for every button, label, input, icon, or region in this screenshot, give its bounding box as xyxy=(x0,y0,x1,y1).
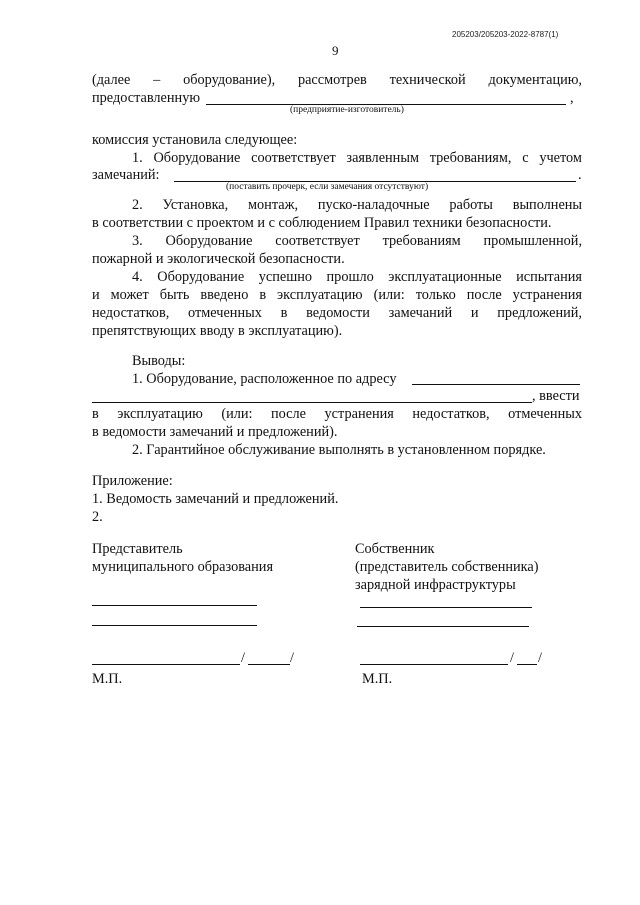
commission-heading: комиссия установила следующее: xyxy=(92,132,298,148)
right-signatory-title-1: Собственник xyxy=(355,541,435,557)
item1-remarks-end: . xyxy=(578,167,582,183)
left-slash-2: / xyxy=(290,650,294,666)
document-id: 205203/205203-2022-8787(1) xyxy=(452,30,559,39)
remarks-note: (поставить прочерк, если замечания отсутствуют) xyxy=(226,182,429,192)
item1-line-1: 1. Оборудование соответствует заявленным требованиям, с учетом xyxy=(132,150,582,166)
right-signature-line-2 xyxy=(357,626,529,627)
left-date-line xyxy=(248,664,290,665)
appendix-heading: Приложение: xyxy=(92,473,173,489)
right-slash-1: / xyxy=(510,650,514,666)
left-signatory-title-2: муниципального образования xyxy=(92,559,274,575)
item1-remarks-label: замечаний: xyxy=(92,167,160,183)
intro-line-1: (далее – оборудование), рассмотрев технической документацию, xyxy=(92,72,582,88)
left-name-line xyxy=(92,664,240,665)
item2-line-1: 2. Установка, монтаж, пуско-наладочные работы выполнены xyxy=(132,197,583,213)
right-signatory-title-3: зарядной инфраструктуры xyxy=(355,577,516,593)
item3-line-1: 3. Оборудование соответствует требованиям промышленной, xyxy=(132,233,583,249)
item2-line-2: в соответствии с проектом и с соблюдением Правил техники безопасности. xyxy=(92,215,552,231)
conclusion1-line-2-end: , ввести xyxy=(532,388,580,404)
conclusion1-line-3: в эксплуатацию (или: после устранения недостатков, отмеченных xyxy=(92,406,582,422)
conclusion1-label: 1. Оборудование, расположенное по адресу xyxy=(132,371,397,387)
right-date-line xyxy=(517,664,537,665)
left-signature-line-2 xyxy=(92,625,257,626)
item4-line-3: недостатков, отмеченных в ведомости замечаний и предложений, xyxy=(92,305,582,321)
right-name-line xyxy=(360,664,508,665)
left-slash-1: / xyxy=(241,650,245,666)
address-blank-line-1 xyxy=(412,384,580,385)
item4-line-2: и может быть введено в эксплуатацию (или: только после устранения xyxy=(92,287,582,303)
right-stamp-label: М.П. xyxy=(362,671,393,687)
appendix-item-2: 2. xyxy=(92,509,103,525)
left-signature-line-1 xyxy=(92,605,257,606)
manufacturer-note: (предприятие-изготовитель) xyxy=(290,105,404,115)
left-signatory-title-1: Представитель xyxy=(92,541,183,557)
item3-line-2: пожарной и экологической безопасности. xyxy=(92,251,345,267)
conclusion1-line-4: в ведомости замечаний и предложений). xyxy=(92,424,338,440)
item4-line-4: препятствующих вводу в эксплуатацию). xyxy=(92,323,343,339)
appendix-item-1: 1. Ведомость замечаний и предложений. xyxy=(92,491,339,507)
right-signature-line-1 xyxy=(360,607,532,608)
intro-line-2-end: , xyxy=(570,90,574,106)
right-signatory-title-2: (представитель собственника) xyxy=(355,559,539,575)
left-stamp-label: М.П. xyxy=(92,671,123,687)
conclusions-heading: Выводы: xyxy=(132,353,186,369)
right-slash-2: / xyxy=(538,650,542,666)
conclusion2: 2. Гарантийное обслуживание выполнять в установленном порядке. xyxy=(132,442,546,458)
address-blank-line-2 xyxy=(92,402,532,403)
intro-line-2-label: предоставленную xyxy=(92,90,201,106)
item4-line-1: 4. Оборудование успешно прошло эксплуатационные испытания xyxy=(132,269,582,285)
page-number: 9 xyxy=(332,43,339,58)
